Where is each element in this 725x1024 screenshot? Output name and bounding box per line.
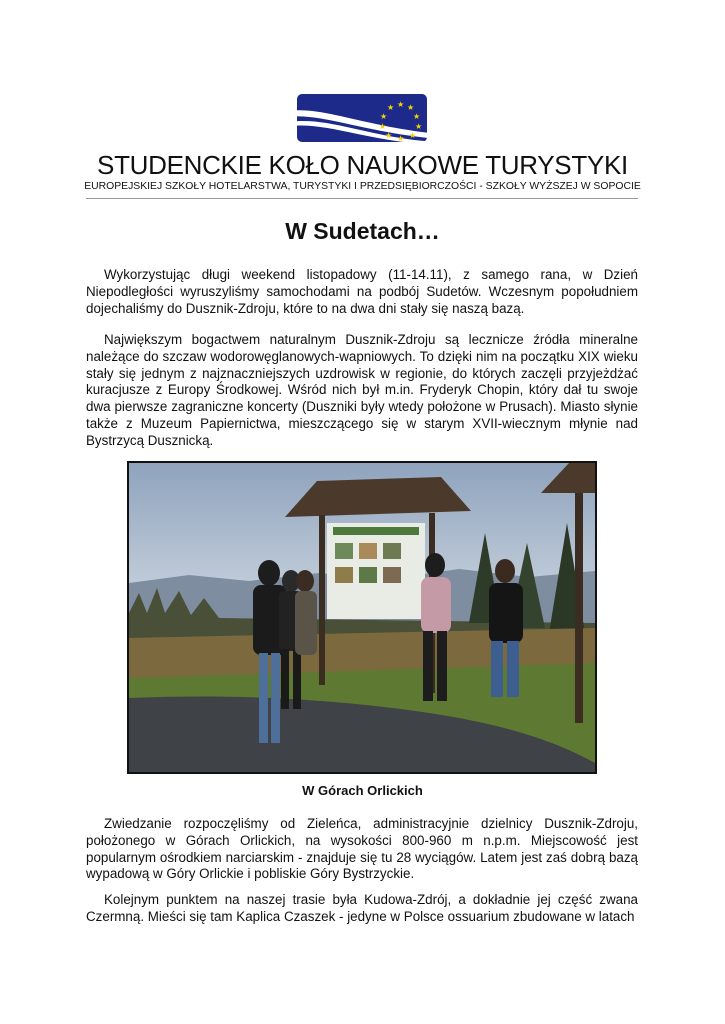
org-subtitle: EUROPEJSKIEJ SZKOŁY HOTELARSTWA, TURYSTYKI I PRZEDSIĘBIORCZOŚCI - SZKOŁY WYŻSZEJ W SOPOCIE (84, 181, 641, 192)
mountain-photo-image (129, 463, 595, 772)
svg-text:★: ★ (397, 100, 405, 109)
article-title: W Sudetach… (285, 218, 440, 244)
eu-logo (279, 86, 445, 150)
svg-text:★: ★ (380, 112, 388, 121)
header-divider (86, 198, 638, 199)
svg-text:★: ★ (387, 103, 395, 112)
photo (127, 461, 597, 774)
svg-text:★: ★ (385, 131, 393, 140)
paragraph: Zwiedzanie rozpoczęliśmy od Zieleńca, administracyjnie dzielnicy Dusznik-Zdroju, położonego w Górach Orlickich, na wysokości 800-960 m n.p.m. Miejscowość jest popularnym ośrodkiem narciarskim - znajduje się tu 28 wyciągów. Latem jest zaś dobrą bazą wypadową w Góry Orlickie i pobliskie Góry Bystrzyckie. (86, 816, 638, 882)
eu-flag-icon (279, 86, 445, 150)
svg-text:★: ★ (397, 134, 405, 143)
svg-text:★: ★ (409, 131, 417, 140)
svg-text:★: ★ (413, 112, 421, 121)
svg-text:★: ★ (379, 122, 387, 131)
svg-text:★: ★ (415, 122, 423, 131)
svg-text:★: ★ (407, 103, 415, 112)
paragraph: Największym bogactwem naturalnym Dusznik-Zdroju są lecznicze źródła mineralne należące do szczaw wodorowęglanowych-wapniowych. To dzięki nim na początku XIX wieku stały się jednym z najznaczniejszych uzdrowisk w regionie, do których zaczęli przyjeżdżać kuracjusze z Europy Środkowej. Wśród nich był m.in. Fryderyk Chopin, który dał tu swoje dwa pierwsze zagraniczne koncerty (Duszniki były wtedy położone w Prusach). Miasto słynie także z Muzeum Papiernictwa, mieszczącego się w starym XVII-wiecznym młynie nad Bystrzycą Dusznicką. (86, 332, 638, 448)
org-title: STUDENCKIE KOŁO NAUKOWE TURYSTYKI (97, 150, 628, 180)
paragraph: Wykorzystując długi weekend listopadowy (11-14.11), z samego rana, w Dzień Niepodległości wyruszyliśmy samochodami na podbój Sudetów. Wczesnym popołudniem dojechaliśmy do Dusznik-Zdroju, które to na dwa dni stały się naszą bazą. (86, 267, 638, 316)
photo-caption: W Górach Orlickich (302, 783, 423, 798)
paragraph: Kolejnym punktem na naszej trasie była Kudowa-Zdrój, a dokładnie jej część zwana Czermną. Mieści się tam Kaplica Czaszek - jedyne w Polsce ossuarium zbudowane w latach (86, 892, 638, 924)
